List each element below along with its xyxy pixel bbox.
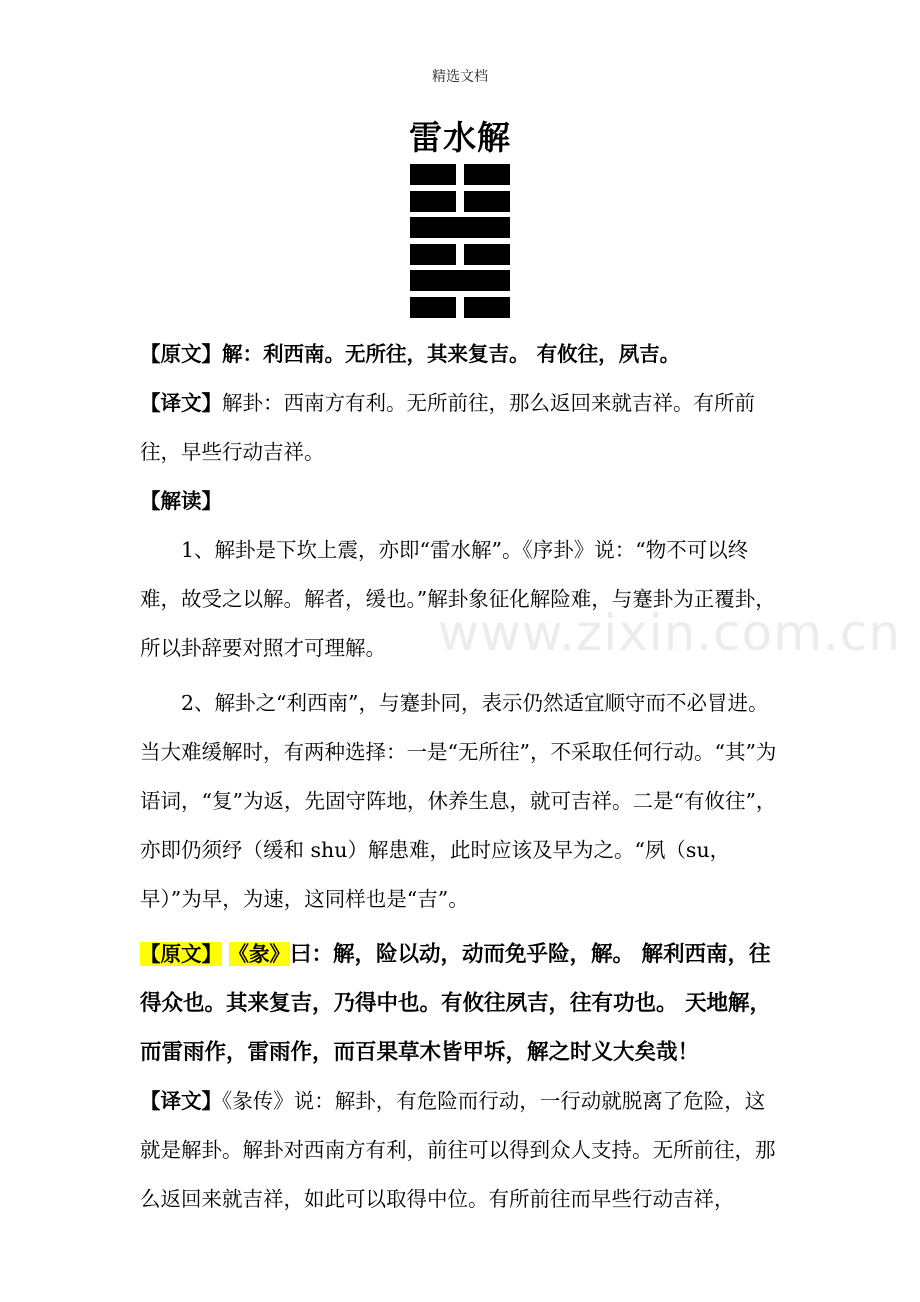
interpretation-paragraph-2: 2、解卦之“利西南”，与蹇卦同，表示仍然适宜顺守而不必冒进。当大难缓解时，有两种选择：一是“无所往”，不采取任何行动。“其”为语词，“复”为返，先固守阵地，休养生息，就可吉祥。二是“有攸往”，亦即仍须纾（缓和 shu）解患难，此时应该及早为之。“夙（su，早）”为早，为速，这同样也是“吉”。 (140, 691, 777, 911)
hexagram-line-4 (410, 244, 510, 265)
section-interpretation (140, 477, 785, 526)
section-original-2 (140, 930, 785, 1077)
hexagram-figure (410, 164, 510, 324)
translation-text: 解卦：西南方有利。无所前往，那么返回来就吉祥。有所前往，早些行动吉祥。 (140, 391, 755, 464)
section-label: 【译文】 (140, 1089, 222, 1113)
section-label: 【原文】 (140, 342, 222, 366)
watermark: www.zixin.com.cn (438, 604, 902, 662)
page-title: 雷水解 (409, 118, 511, 157)
original-text: 解：利西南。无所往，其来复吉。 有攸往，夙吉。 (222, 342, 681, 366)
tuan-label-highlighted: 《彖》 (228, 942, 291, 966)
hexagram-line-3 (410, 217, 510, 238)
interpretation-paragraph-1: 1、解卦是下坎上震，亦即“雷水解”。《序卦》说：“物不可以终难，故受之以解。解者，缓也。”解卦象征化解险难，与蹇卦为正覆卦，所以卦辞要对照才可理解。 (140, 538, 776, 660)
section-label: 【解读】 (140, 489, 222, 513)
section-label: 【译文】 (140, 391, 222, 415)
document-body (140, 330, 785, 1224)
section-original-1 (140, 330, 785, 379)
section-translation-1 (140, 379, 785, 477)
section-translation-2 (140, 1077, 785, 1224)
section-label-highlighted: 【原文】 (140, 942, 222, 966)
yue-label: 曰： (290, 942, 334, 967)
translation-text: 《彖传》说：解卦，有危险而行动，一行动就脱离了危险，这就是解卦。解卦对西南方有利，前往可以得到众人支持。无所前往，那么返回来就吉祥，如此可以取得中位。有所前往而早些行动吉祥， (140, 1089, 776, 1211)
hexagram-line-5 (410, 270, 510, 291)
hexagram-line-1 (410, 164, 510, 185)
original-text: 解，险以动，动而免乎险，解。 解利西南，往得众也。其来复吉，乃得中也。有攸往夙吉，往有功也。 天地解，而雷雨作，雷雨作，而百果草木皆甲坼，解之时义大矣哉！ (140, 942, 771, 1065)
hexagram-line-2 (410, 191, 510, 212)
hexagram-line-6 (410, 297, 510, 318)
page-header: 精选文档 (432, 69, 488, 85)
